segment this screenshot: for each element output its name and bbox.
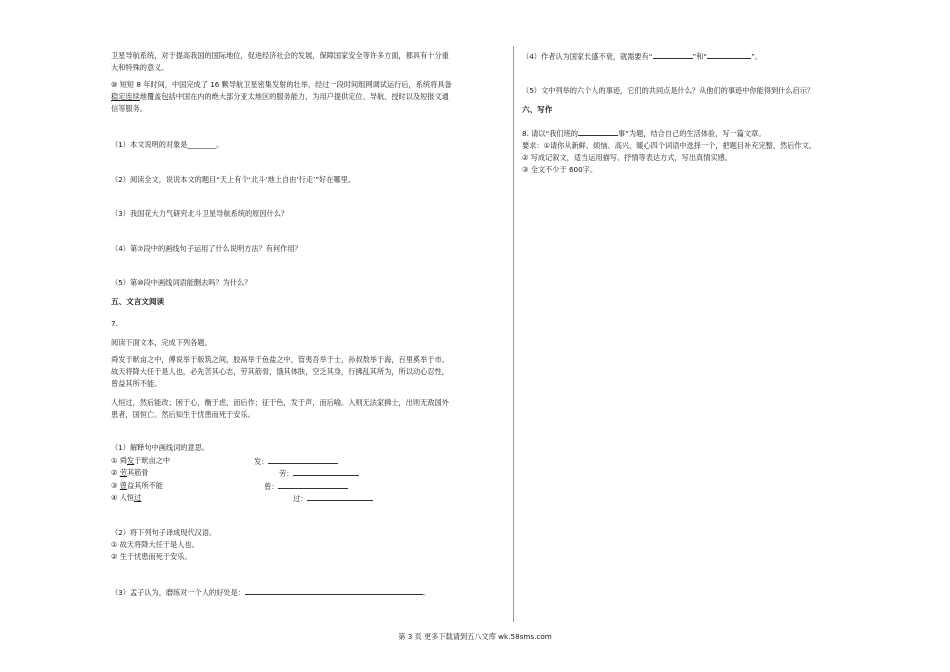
column-divider (513, 46, 514, 622)
word-item-4: ④ 人恒过 (111, 493, 142, 502)
answer-blank[interactable] (278, 480, 348, 489)
word-item-1: ① 舜发于畎亩之中 (111, 456, 171, 465)
translate-item-1: ① 故天将降大任于是人也。 (111, 540, 199, 549)
underlined-phrase: 稳定连续 (111, 92, 140, 101)
question-4-right: （4）作者认为国家长盛不衰，就需要有“ ”和“ ”。 (522, 52, 763, 61)
sub-question-2: （2）将下列句子译成现代汉语。 (111, 528, 217, 537)
writing-prompt: 8. 请以“我们班的 事”为题，结合自己的生活体验，写一篇文章。 (522, 129, 766, 138)
section-heading-writing: 六、写作 (522, 105, 553, 114)
passage-line (111, 91, 449, 103)
passage-line: 大和特殊的意义。 (111, 63, 169, 72)
question-3: （3）我国花大力气研究北斗卫星导航系统的原因什么？ (111, 209, 289, 218)
answer-blank[interactable] (268, 455, 338, 464)
passage-line: 信等服务。 (111, 104, 147, 113)
answer-blank[interactable] (707, 50, 751, 59)
answer-blank[interactable] (245, 586, 423, 595)
question-5-right: （5）文中列举的六个人的事迹，它们的共同点是什么？从他们的事迹中你能得到什么启示？ (522, 86, 815, 95)
answer-blank[interactable] (653, 50, 693, 59)
answer-line-2: 劳： (279, 467, 359, 480)
answer-line-4: 过： (293, 492, 373, 505)
sub-question-1: （1）解释句中画线词的意思。 (111, 443, 210, 452)
question-1: （1）本文说明的对象是________。 (111, 140, 224, 149)
answer-blank[interactable] (293, 467, 359, 476)
classical-text-line: 曾益其所不能。 (111, 379, 162, 388)
item-number: 7. (111, 319, 118, 328)
classical-text-line: 舜发于畎亩之中，傅说举于版筑之间，胶鬲举于鱼盐之中，管夷吾举于士，孙叔敖举于海，百里奚举于市。 (111, 355, 449, 364)
answer-line-1: 发： (254, 455, 338, 468)
passage-line: 卫星导航系统，对于提高我国的国际地位，促进经济社会的发展，保障国家安全等许多方面，都具有十分重 (111, 51, 449, 60)
passage-text: 地覆盖包括中国在内的绝大部分亚太地区的服务能力，为用户提供定位、导航、授时以及短报文通 (139, 92, 449, 101)
underlined-word: 曾 (119, 481, 127, 490)
page-footer: 第 3 页 更多下载请到五八文库 wk.58sms.com (398, 632, 552, 641)
requirement-1: 要求：①请你从新鲜、烦恼、高兴、暖心四个词语中选择一个，把题目补充完整，然后作文。 (522, 141, 816, 150)
word-item-3: ③ 曾益其所不能 (111, 481, 163, 490)
passage-line: ⑩ 短短 8 年时间，中国完成了 16 颗导航卫星密集发射的壮举，经过一段时间组网调试运行后，系统将具备 (111, 80, 452, 89)
question-2: （2）阅读全文，说说本文的题目“天上有个‘北斗’地上自由‘行走’”好在哪里。 (111, 175, 355, 184)
section-heading-classical: 五、文言文阅读 (111, 297, 165, 306)
underlined-word: 发 (126, 456, 135, 465)
answer-blank[interactable] (307, 492, 373, 501)
sub-question-3: （3）孟子认为，磨练对一个人的好处是： 。 (111, 588, 431, 597)
underlined-word: 劳 (119, 468, 127, 477)
requirement-2: ② 写成记叙文，适当运用描写、抒情等表达方式，写出真情实感。 (522, 153, 732, 162)
classical-text-line: 患者，国恒亡。然后知生于忧患而死于安乐。 (111, 410, 255, 419)
classical-text-line: 故天将降大任于是人也，必先苦其心志，劳其筋骨，饿其体肤，空乏其身，行拂乱其所为，所以动心忍性， (111, 367, 449, 376)
answer-blank[interactable] (578, 127, 618, 136)
word-item-2: ② 劳其筋骨 (111, 468, 149, 477)
translate-item-2: ② 生于忧患而死于安乐。 (111, 552, 192, 561)
classical-text-line: 人恒过，然后能改；困于心，衡于虑，而后作；征于色，发于声，而后喻。入则无法家拂士，出则无敌国外 (111, 398, 449, 407)
answer-line-3: 曾： (264, 480, 348, 493)
question-4: （4）第⑦段中的画线句子运用了什么说明方法？有何作用？ (111, 244, 302, 253)
instruction: 阅读下面文本，完成下列各题。 (111, 338, 212, 347)
underlined-word: 过 (134, 493, 142, 502)
question-5: （5）第⑩段中画线词语能删去吗？为什么？ (111, 278, 252, 287)
requirement-3: ③ 全文不少于 600字。 (522, 165, 598, 174)
